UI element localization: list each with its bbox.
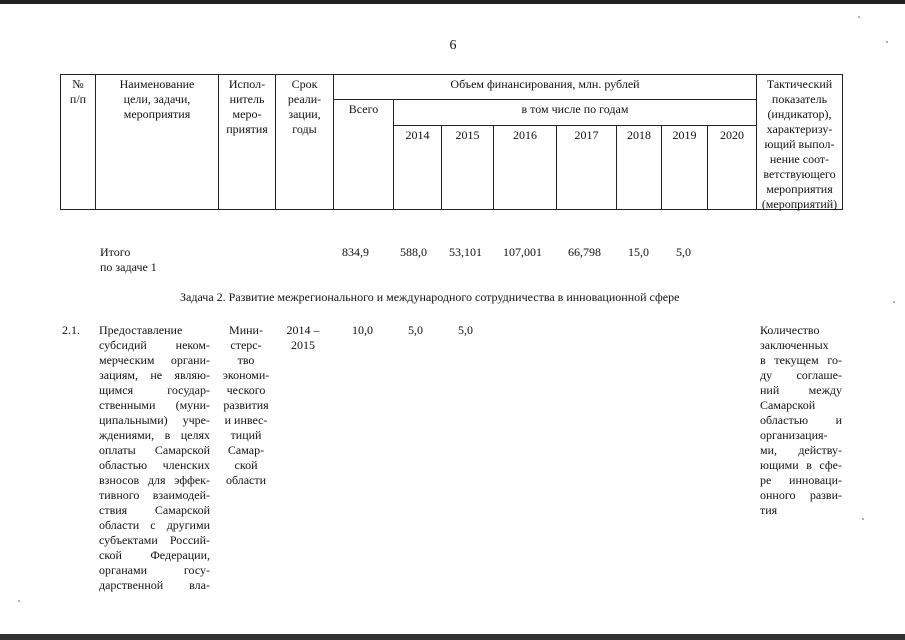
header-year-2019: 2019 <box>672 128 697 142</box>
header-year-2017: 2017 <box>574 128 599 142</box>
total-value-2018: 15,0 <box>628 245 649 259</box>
total-value-2017: 66,798 <box>568 245 601 259</box>
row-2-1-term: 2014 – 2015 <box>286 323 320 352</box>
scan-speck <box>886 41 888 43</box>
total-value-2016: 107,001 <box>503 245 542 259</box>
row-2-1-total: 10,0 <box>352 323 373 337</box>
header-year-2014: 2014 <box>405 128 430 142</box>
scan-speck <box>893 301 895 303</box>
scan-border-bottom <box>0 634 905 640</box>
total-row-label: Итого по задаче 1 <box>100 245 157 274</box>
header-executor: Испол- нитель меро- приятия <box>226 77 268 136</box>
header-total: Всего <box>348 102 379 116</box>
row-2-1-2015: 5,0 <box>458 323 473 337</box>
row-2-1-indicator: Количество заключенных в текущем го- ду соглаше- ний между Самарской областью и организация- ми, действу- ющими в сфе- ре инноваци- онного разви- тия <box>760 323 842 517</box>
total-value-all: 834,9 <box>342 245 369 259</box>
header-year-2020: 2020 <box>720 128 744 142</box>
scan-speck <box>18 600 20 602</box>
header-term: Срок реали- зации, годы <box>287 77 322 136</box>
total-value-2015: 53,101 <box>449 245 482 259</box>
header-year-2018: 2018 <box>627 128 651 142</box>
row-2-1-executor: Мини- стерс- тво экономи- ческого развития и инвес- тиций Самар- ской области <box>222 323 270 487</box>
scan-speck <box>862 518 864 520</box>
header-num: № п/п <box>69 77 87 106</box>
row-2-1-2014: 5,0 <box>408 323 423 337</box>
task-2-title: Задача 2. Развитие межрегионального и международного сотрудничества в инновационной сфере <box>180 290 680 304</box>
header-year-2015: 2015 <box>455 128 480 142</box>
header-by-years: в том числе по годам <box>521 102 629 116</box>
scan-speck <box>858 16 860 18</box>
row-2-1-name: Предоставление субсидий неком- мерческим органи- зациям, не являю- щимся государ- ственными (муни- ципальными) учре- ждениями, в целях оплаты Самарской областью членских взносов для эффек- тивного взаимодей- ствия Самарской области с другими субъектами Россий- ской Федерации, органами госу- дарственной вла- <box>99 323 210 592</box>
header-name: Наименование цели, задачи, мероприятия <box>119 77 195 121</box>
scan-border-top <box>0 0 905 4</box>
header-year-2016: 2016 <box>513 128 537 142</box>
page-number: 6 <box>449 38 457 53</box>
row-2-1-number: 2.1. <box>62 323 80 337</box>
header-indicator: Тактический показатель (индикатор), характеризу- ющий выпол- нение соот- ветствующего мероприятия (мероприятий) <box>761 77 838 211</box>
total-value-2019: 5,0 <box>676 245 691 259</box>
total-value-2014: 588,0 <box>400 245 427 259</box>
header-funding-title: Объем финансирования, млн. рублей <box>450 77 640 91</box>
